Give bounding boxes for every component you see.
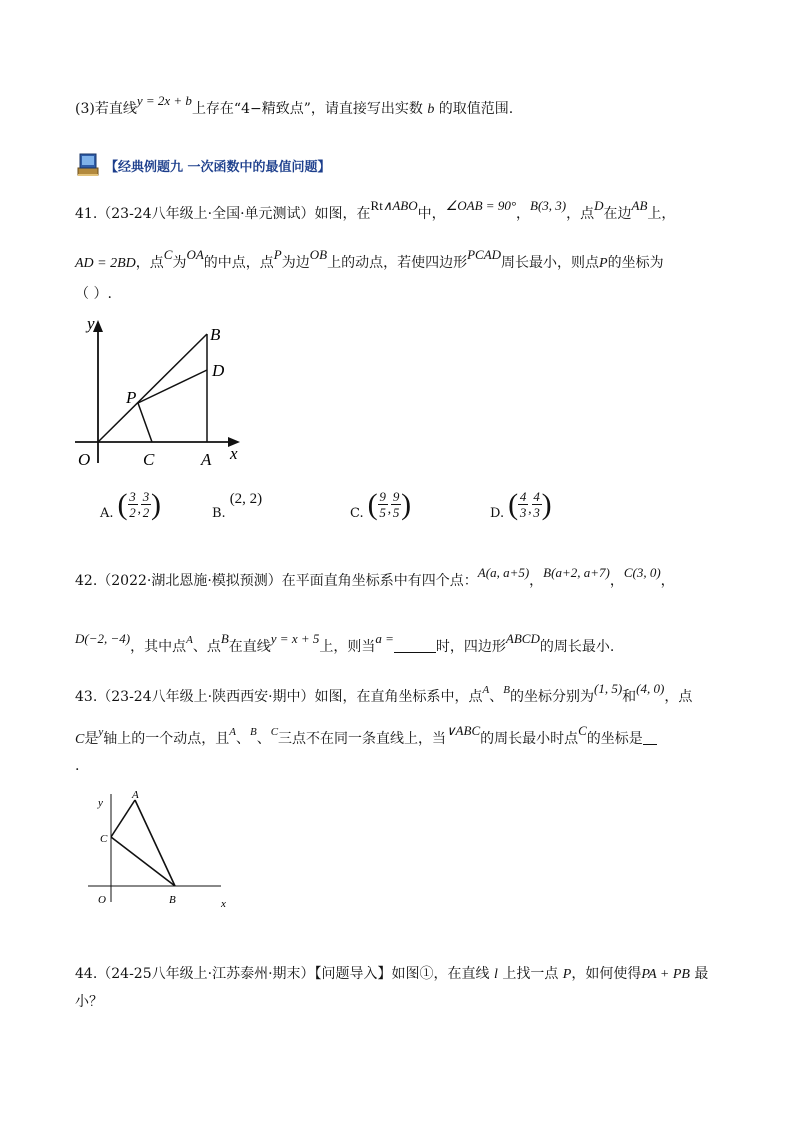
q44-P: P	[562, 967, 572, 982]
option-c-label: C.	[350, 506, 364, 521]
q41-pointB: B(3, 3)	[530, 198, 567, 213]
q41-options	[100, 488, 700, 528]
option-c[interactable]: C. ( $\frac{9}{5}$ , $\frac{9}{5}$ )	[350, 487, 412, 521]
label-y: y	[87, 314, 95, 333]
q41-l2a: ，点	[135, 255, 164, 271]
q41-l2f: 周长最小，则点	[501, 255, 600, 271]
option-a[interactable]: A. ( $\frac{3}{2}$ , $\frac{3}{2}$ )	[100, 487, 162, 521]
q41-rt: Rt	[370, 198, 383, 213]
option-d-frac2: $\frac{4}{3}$	[533, 489, 540, 520]
option-b-value: (2, 2)	[229, 491, 263, 507]
q43-tri: ∨ABC	[446, 723, 481, 738]
q42-C: C(3, 0)	[623, 565, 661, 580]
q42-line-eq: y = x + 5	[270, 631, 320, 646]
q40-end: 的取值范围.	[438, 101, 514, 117]
q41-D: D	[594, 198, 604, 213]
q43-B-coord: (4, 0)	[636, 681, 665, 696]
segment-OB	[98, 334, 207, 442]
q42-number: 42.	[75, 573, 98, 589]
q41-answer-parens: （ ）.	[75, 286, 112, 302]
q43-answer-blank[interactable]	[643, 730, 657, 745]
label-C: C	[143, 450, 155, 469]
q41-line2	[75, 247, 664, 272]
q44-line2: 小？	[75, 994, 103, 1010]
option-b-label: B.	[212, 506, 226, 521]
q42-A: A(a, a+5)	[477, 565, 530, 580]
option-c-frac2: $\frac{9}{5}$	[392, 489, 400, 520]
q41-mid3: 在边	[603, 206, 632, 222]
q41-OA: OA	[186, 247, 204, 262]
q41-comma1: ，	[516, 206, 531, 222]
q41-source: （23-24八年级上·全国·单元测试）如图，在	[97, 206, 371, 222]
section-title: 【经典例题九 一次函数中的最值问题】	[105, 159, 331, 175]
q41-l2e: 上的动点，若使四边形	[327, 255, 468, 271]
option-a-label: A.	[100, 506, 114, 521]
option-d[interactable]: D. ( $\frac{4}{3}$ , $\frac{4}{3}$ )	[490, 487, 552, 521]
q40-var: b	[427, 102, 435, 117]
q41-line3	[75, 283, 112, 303]
q41-angle: ∠OAB = 90°	[445, 198, 517, 213]
option-a-frac1: $\frac{3}{2}$	[129, 489, 136, 520]
segment-AC	[111, 800, 135, 837]
label-y: y	[98, 797, 103, 809]
q42-line1: 42.（2022·湖北恩施·模拟预测）在平面直角坐标系中有四个点：A(a, a+5)，B(a+2, a+7)，C(3, 0)，	[75, 565, 675, 589]
q41-line1	[75, 198, 676, 223]
option-c-frac1: $\frac{9}{5}$	[379, 489, 386, 520]
option-d-label: D.	[490, 506, 505, 521]
option-a-frac2: $\frac{3}{2}$	[142, 489, 150, 520]
q42-source: （2022·湖北恩施·模拟预测）在平面直角坐标系中有四个点：	[97, 573, 478, 589]
q42-answer-blank[interactable]	[394, 638, 436, 653]
option-d-frac1: $\frac{4}{3}$	[519, 489, 527, 520]
q42-B: B(a+2, a+7)	[543, 565, 610, 580]
q43-line1: 43.（23-24八年级上·陕西西安·期中）如图，在直角坐标系中，点$^A$、$^B$的坐标分别为(1, 5)和(4, 0)，点	[75, 681, 693, 705]
q43-line3: .	[75, 758, 80, 774]
q41-figure	[60, 308, 260, 473]
q40-prefix: (3)若直线	[75, 101, 137, 117]
q41-l2c: 的中点，点	[203, 255, 274, 271]
book-computer-icon	[75, 152, 101, 178]
q41-l2g: 的坐标为	[607, 255, 664, 271]
label-A: A	[201, 450, 212, 469]
label-D: D	[212, 361, 225, 380]
q41-eq: AD = 2BD	[75, 256, 136, 271]
q41-C: C	[163, 247, 173, 262]
label-x: x	[221, 898, 226, 910]
option-b[interactable]	[212, 488, 262, 521]
label-B: B	[210, 325, 221, 344]
label-O: O	[98, 894, 106, 906]
segment-PD	[138, 370, 207, 403]
q41-PCAD: PCAD	[467, 247, 502, 262]
q41-number: 41.	[75, 206, 98, 222]
q41-OB: OB	[309, 247, 328, 262]
q41-P2: P	[599, 256, 608, 271]
segment-CB	[111, 837, 175, 886]
segment-AB	[135, 800, 175, 886]
q41-mid4: 上，	[647, 206, 676, 222]
q41-AB: AB	[631, 198, 648, 213]
q44-line1: 44.（24-25八年级上·江苏泰州·期末）【问题导入】如图①，在直线 l 上找一点 P，如何使得PA + PB 最	[75, 966, 709, 982]
q44-l: l	[493, 967, 498, 982]
q41-l2d: 为边	[281, 255, 310, 271]
q43-A-coord: (1, 5)	[594, 681, 623, 696]
q42-a-eq: a =	[375, 631, 394, 646]
q42-line2: D(−2, −4)，其中点$^A$、点B在直线y = x + 5上，则当a =时，四边形ABCD的周长最小.	[75, 631, 615, 655]
q41-tri: ∧ABO	[382, 198, 418, 213]
q41-l2b: 为	[172, 255, 187, 271]
label-C: C	[100, 833, 108, 845]
q43-number: 43.	[75, 689, 98, 705]
section-header	[75, 150, 331, 180]
q44-expr: PA + PB	[641, 967, 690, 982]
q41-mid1: 中，	[417, 206, 446, 222]
q40-suffix: 上存在“4−精致点”，请直接写出实数	[191, 101, 423, 117]
q41-P: P	[273, 247, 282, 262]
q42-ABCD: ABCD	[505, 631, 540, 646]
q44-source: （24-25八年级上·江苏泰州·期末）【问题导入】如图①，在直线	[97, 966, 490, 982]
label-P: P	[126, 388, 137, 407]
q43-source: （23-24八年级上·陕西西安·期中）如图，在直角坐标系中，点	[97, 689, 483, 705]
q40-formula: y = 2x + b	[136, 93, 192, 108]
q41-mid2: ，点	[566, 206, 595, 222]
q40-part3-line	[75, 93, 514, 118]
q43-line2: C是$^y$轴上的一个动点，且$^A$、$^B$、$^C$三点不在同一条直线上，当∨ABC的周长最小时点C的坐标是	[75, 728, 657, 748]
label-x: x	[230, 444, 238, 463]
label-O: O	[78, 450, 91, 469]
q42-Aname: A	[186, 634, 193, 646]
q43-figure	[88, 788, 238, 913]
q44-number: 44.	[75, 966, 98, 982]
label-B: B	[169, 894, 176, 906]
label-A: A	[132, 789, 139, 801]
q42-Bname: B	[220, 631, 229, 646]
q42-D: D(−2, −4)	[75, 631, 131, 646]
segment-PC	[138, 403, 152, 442]
